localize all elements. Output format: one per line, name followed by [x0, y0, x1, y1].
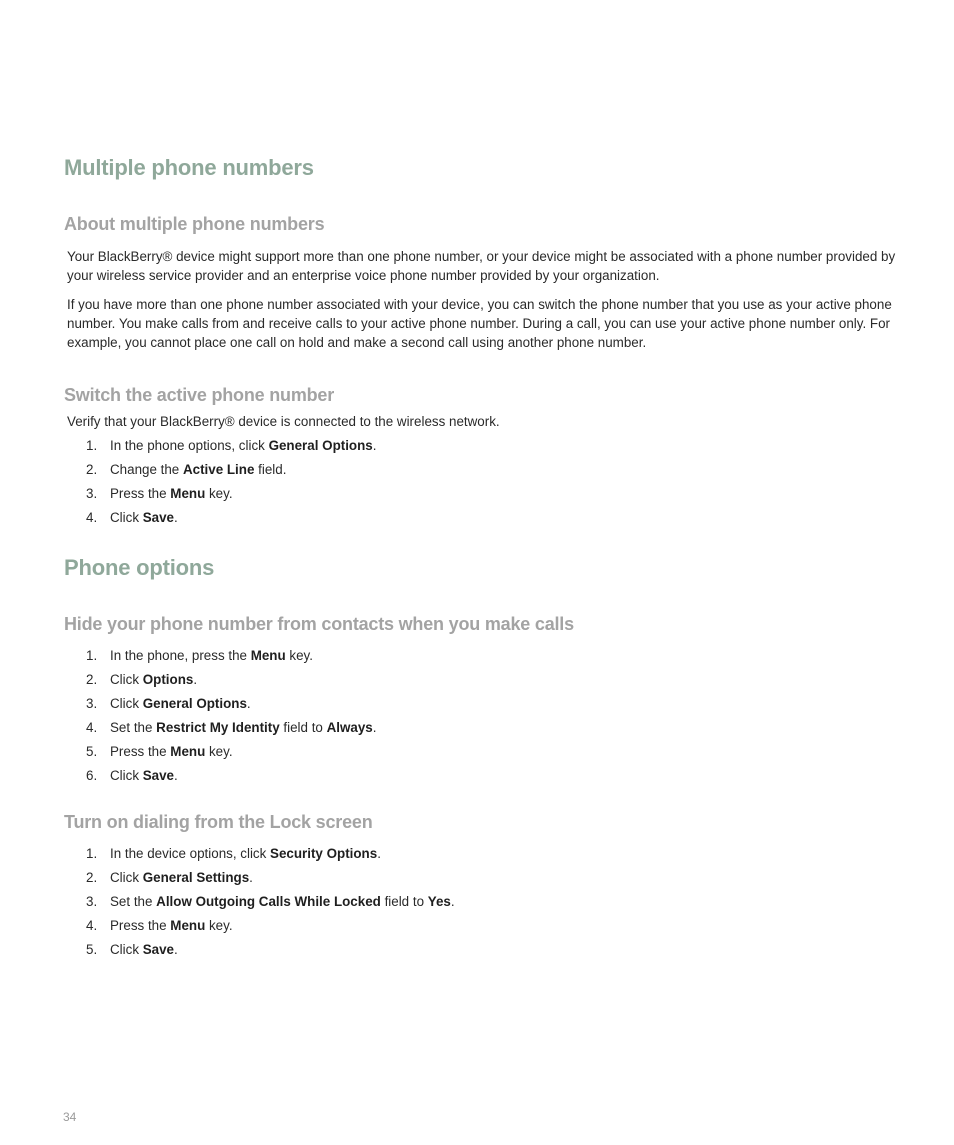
- step-item: [86, 692, 376, 716]
- step-number: 2.: [86, 462, 98, 477]
- step-text: field to: [380, 894, 428, 909]
- step-number: 6.: [86, 768, 98, 783]
- paragraph-switch-intro: Verify that your BlackBerry® device is connected to the wireless network.: [67, 414, 500, 429]
- step-text: key.: [205, 918, 233, 933]
- step-number: 1.: [86, 846, 98, 861]
- step-text: Press the: [110, 918, 171, 933]
- section-title-multiple-phone-numbers: Multiple phone numbers: [64, 155, 314, 180]
- page-number: 34: [63, 1110, 77, 1124]
- step-text: In the phone, press the: [110, 648, 251, 663]
- step-text: In the device options, click: [110, 846, 271, 861]
- step-text: .: [174, 942, 178, 957]
- step-item: [86, 842, 455, 866]
- step-text: Set the: [110, 720, 157, 735]
- step-number: 4.: [86, 720, 98, 735]
- steps-list-hide: [86, 644, 376, 788]
- step-text: Click: [110, 870, 143, 885]
- step-text: .: [246, 696, 251, 711]
- step-ui-term: Menu: [170, 918, 206, 933]
- heading-hide-phone-number: Hide your phone number from contacts when you make calls: [64, 614, 574, 634]
- step-item: [86, 482, 376, 506]
- step-number: 4.: [86, 510, 98, 525]
- step-text: key.: [205, 486, 233, 501]
- step-item: [86, 458, 376, 482]
- step-number: 1.: [86, 648, 98, 663]
- step-number: 3.: [86, 486, 98, 501]
- step-item: [86, 914, 455, 938]
- step-text: .: [249, 870, 253, 885]
- step-ui-term: General Options: [268, 438, 373, 453]
- step-text: .: [372, 438, 377, 453]
- step-text: In the phone options, click: [110, 438, 269, 453]
- step-ui-term: Options: [142, 672, 194, 687]
- step-text: .: [174, 510, 178, 525]
- step-number: 2.: [86, 870, 98, 885]
- step-ui-term: Restrict My Identity: [156, 720, 280, 735]
- paragraph-about-2: If you have more than one phone number associated with your device, you can switch the phone number that you use as your active phone number. You make calls from and receive calls to your active phone number. During a call, you can use your active phone number only. For example, you cannot place one call on hold and make a second call using another phone number.: [67, 297, 892, 350]
- step-text: key.: [285, 648, 313, 663]
- step-ui-term: Always: [326, 720, 373, 735]
- step-number: 4.: [86, 918, 98, 933]
- step-item: [86, 740, 376, 764]
- paragraph-about-1: Your BlackBerry® device might support more than one phone number, or your device might be associated with a phone number provided by your wireless service provider and an enterprise voice phone number provided by your organization.: [67, 249, 896, 283]
- step-item: [86, 716, 376, 740]
- steps-list-switch: [86, 434, 376, 530]
- step-item: [86, 434, 376, 458]
- step-item: [86, 668, 376, 692]
- steps-list-lock: [86, 842, 455, 962]
- step-ui-term: Security Options: [270, 846, 378, 861]
- step-number: 3.: [86, 894, 98, 909]
- step-number: 5.: [86, 744, 98, 759]
- step-item: [86, 938, 455, 962]
- section-title-phone-options: Phone options: [64, 555, 215, 580]
- step-text: .: [372, 720, 377, 735]
- step-ui-term: Save: [142, 510, 175, 525]
- heading-switch-active-phone-number: Switch the active phone number: [64, 385, 335, 405]
- step-text: Click: [110, 768, 143, 783]
- step-text: Click: [110, 672, 143, 687]
- step-ui-term: Active Line: [182, 462, 255, 477]
- step-item: [86, 506, 376, 530]
- step-item: [86, 890, 455, 914]
- step-text: .: [174, 768, 178, 783]
- step-ui-term: Yes: [427, 894, 451, 909]
- step-text: key.: [205, 744, 233, 759]
- step-item: [86, 764, 376, 788]
- step-number: 2.: [86, 672, 98, 687]
- step-text: Click: [110, 510, 143, 525]
- heading-lock-screen-dialing: Turn on dialing from the Lock screen: [64, 812, 373, 832]
- step-item: [86, 644, 376, 668]
- step-number: 3.: [86, 696, 98, 711]
- step-ui-term: General Options: [142, 696, 247, 711]
- step-ui-term: Save: [142, 768, 175, 783]
- step-number: 5.: [86, 942, 98, 957]
- step-ui-term: Allow Outgoing Calls While Locked: [156, 894, 381, 909]
- step-text: Press the: [110, 486, 171, 501]
- step-ui-term: Save: [142, 942, 175, 957]
- step-ui-term: Menu: [170, 744, 206, 759]
- step-ui-term: Menu: [250, 648, 286, 663]
- step-text: field to: [279, 720, 327, 735]
- step-text: Click: [110, 696, 143, 711]
- step-ui-term: Menu: [170, 486, 206, 501]
- step-text: .: [377, 846, 381, 861]
- heading-about-multiple-phone-numbers: About multiple phone numbers: [64, 214, 325, 234]
- step-text: .: [193, 672, 198, 687]
- step-text: Change the: [110, 462, 183, 477]
- step-text: field.: [254, 462, 287, 477]
- step-number: 1.: [86, 438, 98, 453]
- step-text: Set the: [110, 894, 157, 909]
- step-text: Click: [110, 942, 143, 957]
- step-text: .: [450, 894, 455, 909]
- step-text: Press the: [110, 744, 171, 759]
- step-item: [86, 866, 455, 890]
- step-ui-term: General Settings: [142, 870, 250, 885]
